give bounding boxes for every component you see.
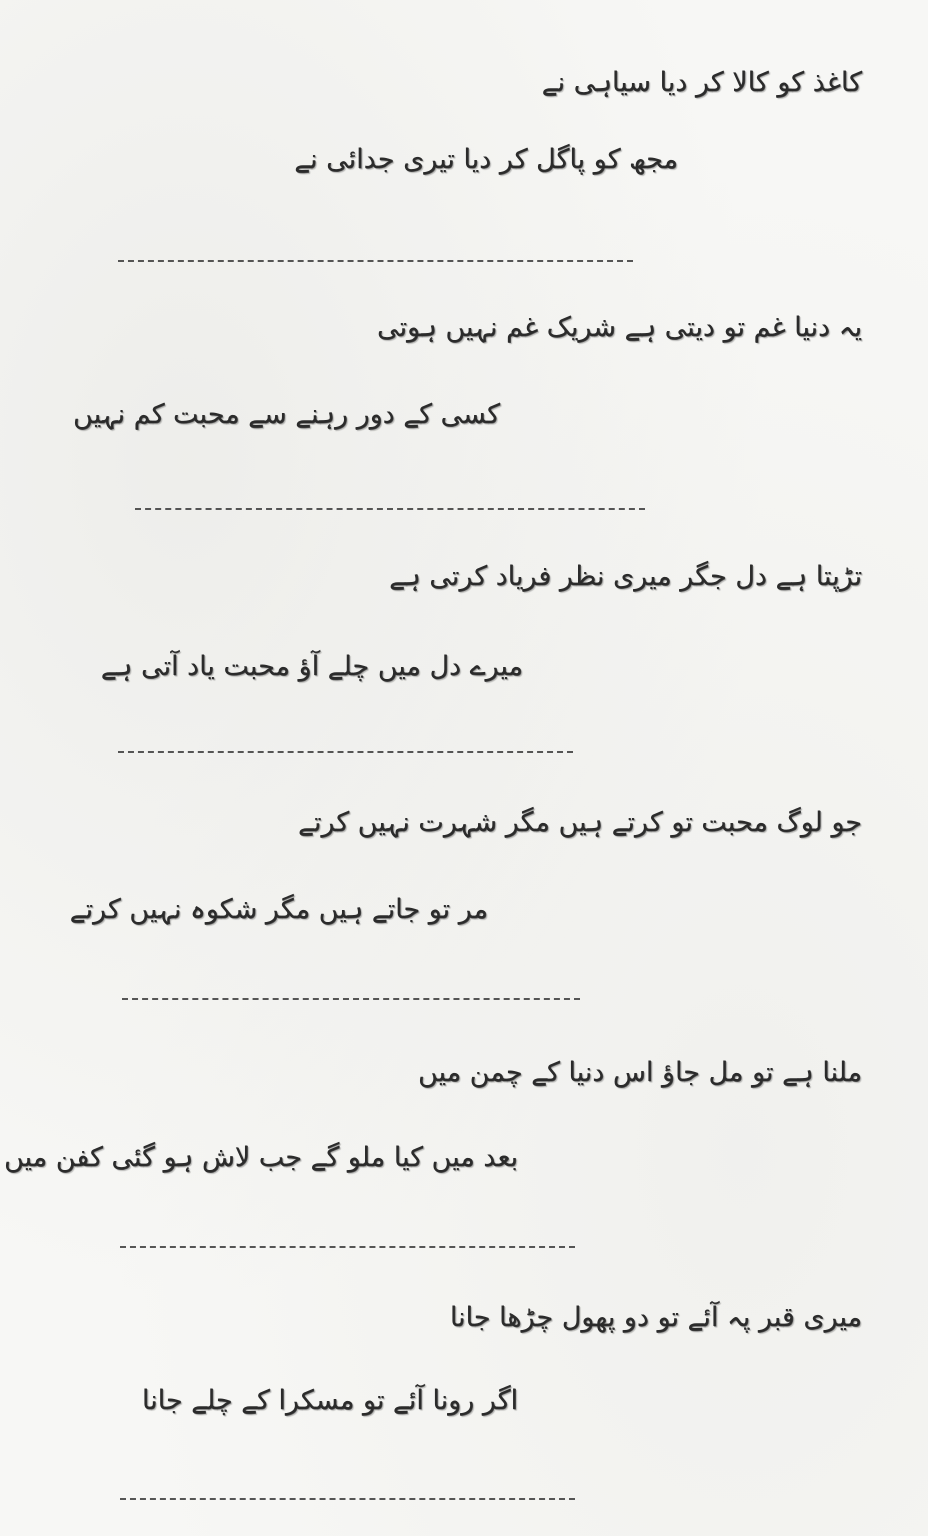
stanza-divider (120, 1246, 575, 1248)
verse-line: کاغذ کو کالا کر دیا سیاہی نے (541, 67, 862, 98)
verse-line: یہ دنیا غم تو دیتی ہے شریک غم نہیں ہوتی (377, 312, 862, 343)
verse-line: تڑپتا ہے دل جگر میری نظر فریاد کرتی ہے (389, 561, 862, 592)
verse-line: اگر رونا آئے تو مسکرا کے چلے جانا (141, 1385, 518, 1416)
stanza-divider (120, 1498, 575, 1500)
verse-line: ملنا ہے تو مل جاؤ اس دنیا کے چمن میں (417, 1057, 862, 1088)
verse-line: کسی کے دور رہنے سے محبت کم نہیں (73, 399, 500, 430)
stanza-divider (135, 508, 645, 510)
verse-line: میرے دل میں چلے آؤ محبت یاد آتی ہے (100, 651, 523, 682)
verse-line: جو لوگ محبت تو کرتے ہیں مگر شہرت نہیں کرتے (298, 807, 862, 838)
verse-line: بعد میں کیا ملو گے جب لاش ہو گئی کفن میں (3, 1142, 518, 1173)
verse-line: میری قبر پہ آئے تو دو پھول چڑھا جانا (449, 1302, 862, 1333)
verse-line: مجھ کو پاگل کر دیا تیری جدائی نے (294, 144, 678, 175)
verse-line: مر تو جاتے ہیں مگر شکوہ نہیں کرتے (69, 894, 488, 925)
stanza-divider (122, 998, 580, 1000)
stanza-divider (118, 751, 573, 753)
stanza-divider (118, 260, 633, 262)
